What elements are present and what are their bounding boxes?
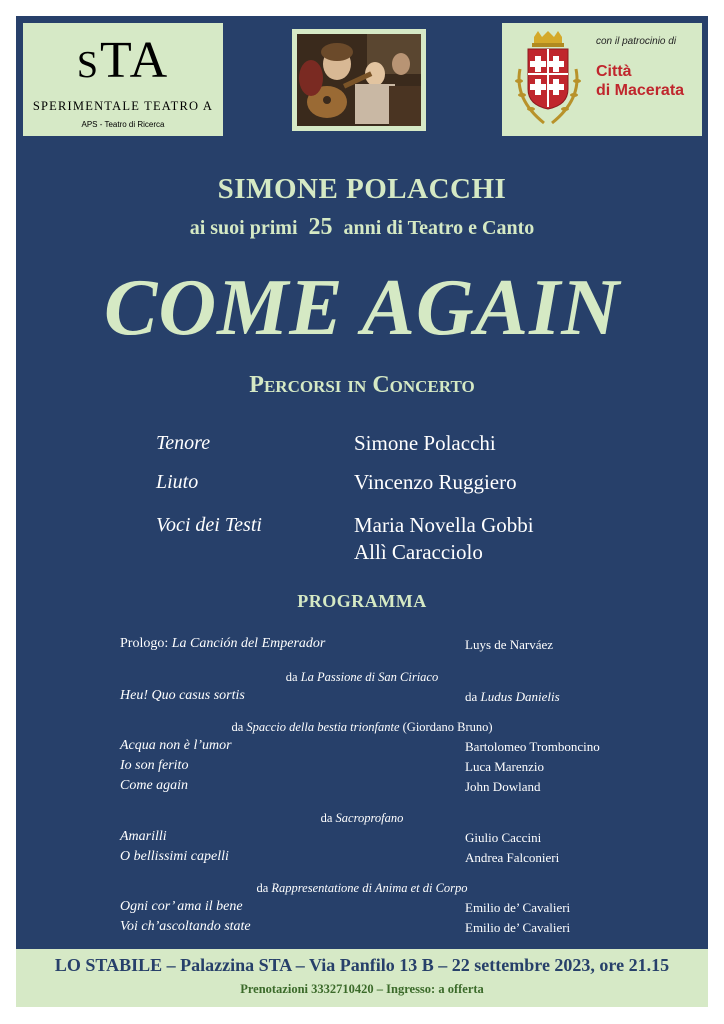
program-composer: Emilio de’ Cavalieri — [465, 900, 571, 915]
source-author: (Giordano Bruno) — [402, 720, 493, 734]
program-composer: Luys de Narváez — [465, 637, 554, 652]
painting-image — [292, 29, 426, 131]
program-item-title — [120, 919, 251, 935]
subtitle-post: anni di Teatro e Canto — [343, 217, 535, 239]
item-title: Amarilli — [120, 829, 167, 844]
sta-logo-letter-t: T — [99, 32, 130, 89]
program-section-source — [16, 811, 708, 826]
source-title: Rappresentatione di Anima et di Corpo — [271, 881, 468, 895]
program-section-source — [16, 720, 708, 735]
sta-logo-letters — [23, 32, 223, 89]
cast-name: Maria Novella Gobbi — [354, 513, 534, 537]
da-label: da — [320, 811, 333, 825]
city-name-line1: Città — [596, 63, 632, 80]
program-composer: Luca Marenzio — [465, 759, 545, 774]
program-composer: Giulio Caccini — [465, 830, 542, 845]
city-name — [596, 62, 684, 100]
program-item-title — [120, 778, 188, 794]
event-type: Percorsi in Concerto — [249, 372, 475, 398]
item-title: Io son ferito — [120, 758, 189, 773]
cast-name: Allì Caracciolo — [354, 540, 483, 564]
item-title: Voi ch’ascoltando state — [120, 919, 251, 934]
cast-role: Voci dei Testi — [156, 514, 262, 536]
cast-role: Tenore — [156, 432, 211, 454]
item-title: Heu! Quo casus sortis — [120, 688, 245, 703]
artist-name: SIMONE POLACCHI — [217, 173, 507, 205]
da-label: da — [256, 881, 269, 895]
source-title: La Passione di San Ciriaco — [300, 670, 439, 684]
sta-subtitle: APS - Teatro di Ricerca — [81, 120, 165, 129]
da-label: da — [465, 689, 478, 704]
program-composer: Emilio de’ Cavalieri — [465, 920, 571, 935]
prologo-title: La Canción del Emperador — [171, 636, 326, 651]
source-title: Spaccio della bestia trionfante — [246, 720, 400, 734]
cast-role: Liuto — [156, 471, 199, 493]
macerata-crest-icon — [504, 29, 592, 133]
sta-logo-letter-s: S — [76, 44, 100, 86]
patronage-label: con il patrocinio di — [596, 36, 677, 47]
program-item-title — [120, 738, 232, 754]
prologo-label: Prologo: — [120, 636, 169, 651]
concert-title: COME AGAIN — [103, 264, 621, 352]
sta-logo — [23, 23, 223, 136]
program-section-source — [16, 670, 708, 685]
item-title: Ogni cor’ ama il bene — [120, 899, 243, 914]
city-name-line2: di Macerata — [596, 82, 685, 99]
program-item-title — [120, 688, 245, 704]
da-label: da — [285, 670, 298, 684]
footer — [16, 949, 708, 1007]
subtitle-years: 25 — [308, 214, 333, 240]
program-composer: Andrea Falconieri — [465, 850, 560, 865]
cast-name: Vincenzo Ruggiero — [354, 470, 517, 494]
sta-logo-letter-a: A — [129, 32, 170, 89]
item-title: Acqua non è l’umor — [120, 738, 232, 753]
program-item-prologo — [120, 636, 325, 652]
program-item-title — [120, 758, 188, 774]
da-label: da — [231, 720, 244, 734]
program-heading: PROGRAMMA — [297, 591, 427, 611]
program-composer: Bartolomeo Tromboncino — [465, 739, 600, 754]
composer-source: Ludus Danielis — [480, 689, 560, 704]
program-item-title — [120, 849, 229, 865]
city-patronage-logo — [502, 23, 702, 136]
program-composer — [465, 689, 560, 705]
item-title: O bellissimi capelli — [120, 849, 229, 864]
source-title: Sacroprofano — [335, 811, 404, 825]
program-item-title — [120, 899, 243, 915]
program-item-title — [120, 829, 167, 845]
item-title: Come again — [120, 778, 189, 793]
sta-name: SPERIMENTALE TEATRO A — [32, 99, 214, 113]
venue-date-line: LO STABILE – Palazzina STA – Via Panfilo 13 B – 22 settembre 2023, ore 21.15 — [54, 955, 670, 975]
anniversary-subtitle — [16, 214, 708, 241]
booking-info-line: Prenotazioni 3332710420 – Ingresso: a offerta — [240, 982, 484, 996]
lute-player-painting-icon — [297, 34, 421, 126]
program-composer: John Dowland — [465, 779, 541, 794]
cast-name: Simone Polacchi — [354, 431, 496, 455]
program-section-source — [16, 881, 708, 896]
poster — [16, 16, 708, 1007]
subtitle-pre: ai suoi primi — [189, 217, 298, 239]
